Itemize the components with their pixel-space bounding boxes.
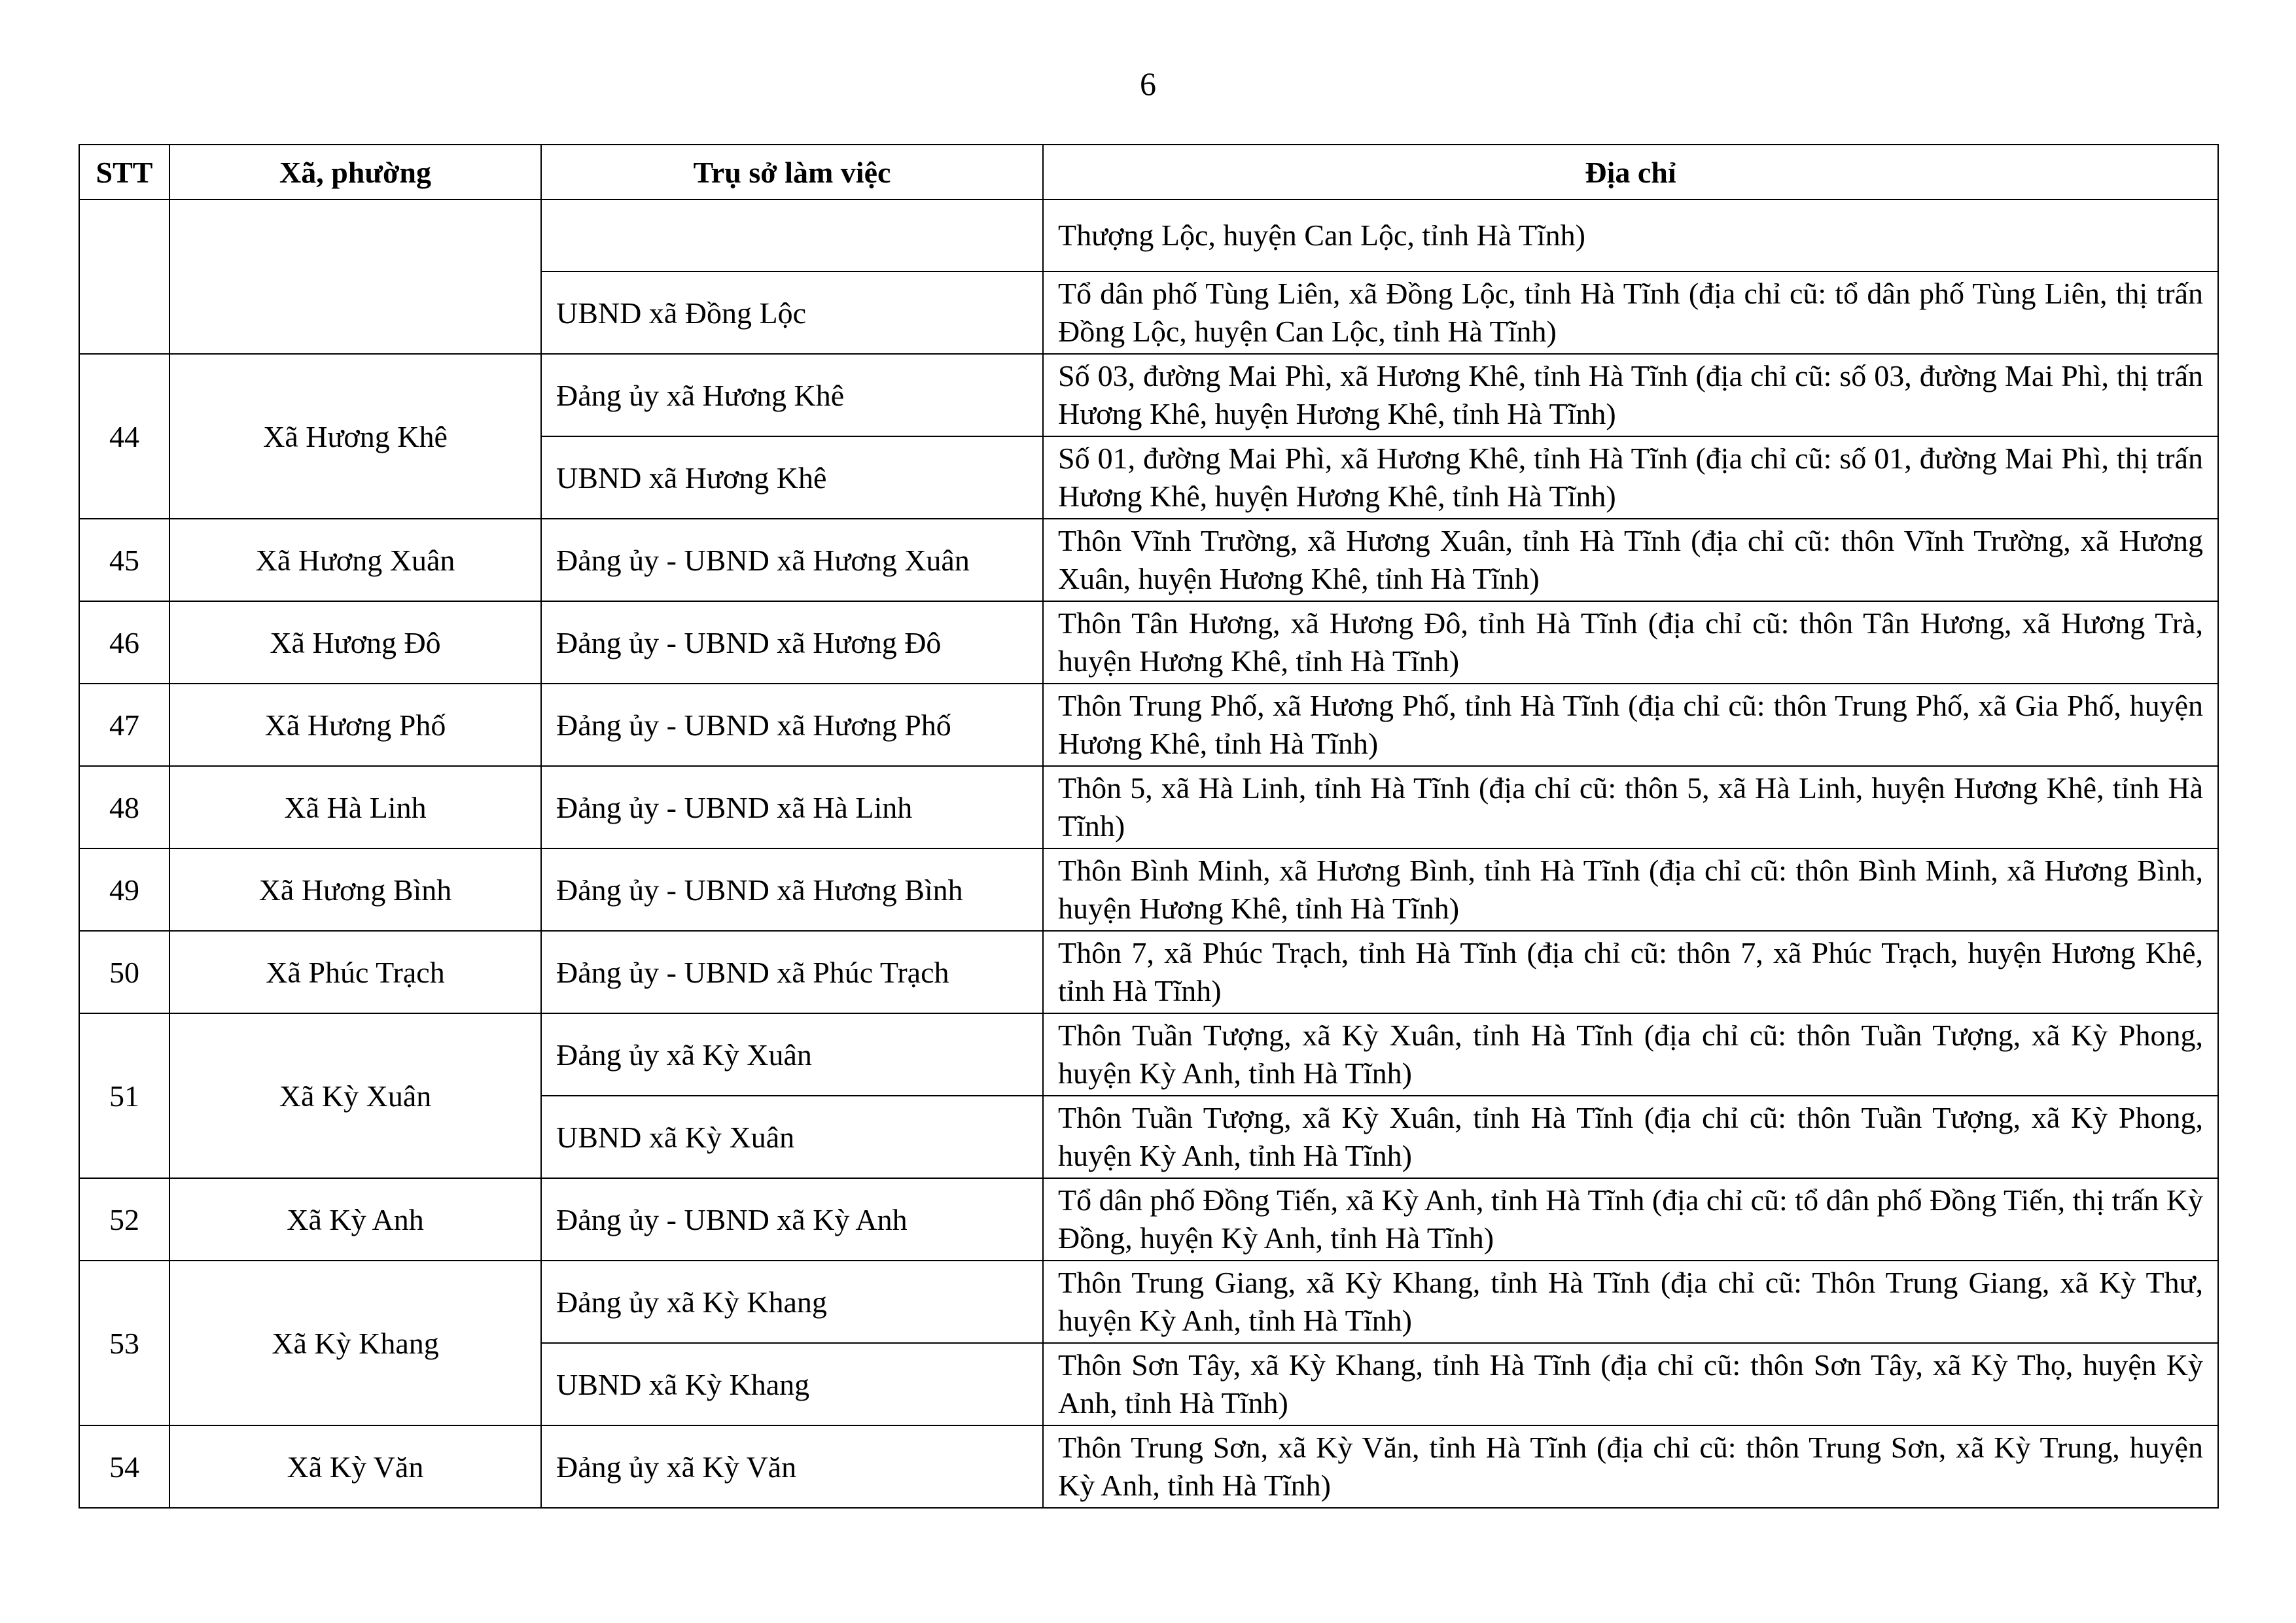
cell-stt: 45 [79,519,169,601]
cell-ward: Xã Phúc Trạch [169,931,541,1013]
cell-ward: Xã Hương Đô [169,601,541,684]
table-header-row [79,145,2218,200]
cell-office: Đảng ủy - UBND xã Hương Bình [541,848,1043,931]
cell-office: Đảng ủy xã Hương Khê [541,354,1043,436]
table-row [79,848,2218,931]
cell-stt: 50 [79,931,169,1013]
cell-address: Thôn Tuần Tượng, xã Kỳ Xuân, tỉnh Hà Tĩnh (địa chỉ cũ: thôn Tuần Tượng, xã Kỳ Phong, huyện Kỳ Anh, tỉnh Hà Tĩnh) [1043,1096,2218,1178]
cell-office: Đảng ủy xã Kỳ Khang [541,1261,1043,1343]
header-ward: Xã, phường [169,145,541,200]
table-row [79,200,2218,271]
cell-stt: 53 [79,1261,169,1425]
cell-office: Đảng ủy xã Kỳ Văn [541,1425,1043,1508]
office-address-table [79,144,2219,1509]
table-row [79,1425,2218,1508]
header-office: Trụ sở làm việc [541,145,1043,200]
table-row [79,1013,2218,1096]
cell-stt: 46 [79,601,169,684]
cell-address: Thôn Trung Sơn, xã Kỳ Văn, tỉnh Hà Tĩnh (địa chỉ cũ: thôn Trung Sơn, xã Kỳ Trung, huyện Kỳ Anh, tỉnh Hà Tĩnh) [1043,1425,2218,1508]
table-row [79,931,2218,1013]
cell-address: Thôn Trung Phố, xã Hương Phố, tỉnh Hà Tĩnh (địa chỉ cũ: thôn Trung Phố, xã Gia Phố, huyện Hương Khê, tỉnh Hà Tĩnh) [1043,684,2218,766]
cell-address: Thôn Trung Giang, xã Kỳ Khang, tỉnh Hà Tĩnh (địa chỉ cũ: Thôn Trung Giang, xã Kỳ Thư, huyện Kỳ Anh, tỉnh Hà Tĩnh) [1043,1261,2218,1343]
table-row [79,354,2218,436]
table-row [79,766,2218,848]
cell-ward [169,200,541,354]
cell-office [541,200,1043,271]
cell-ward: Xã Kỳ Văn [169,1425,541,1508]
cell-ward: Xã Hương Bình [169,848,541,931]
cell-stt: 51 [79,1013,169,1178]
cell-office: Đảng ủy xã Kỳ Xuân [541,1013,1043,1096]
cell-address: Tổ dân phố Đồng Tiến, xã Kỳ Anh, tỉnh Hà Tĩnh (địa chỉ cũ: tổ dân phố Đồng Tiến, thị trấn Kỳ Đồng, huyện Kỳ Anh, tỉnh Hà Tĩnh) [1043,1178,2218,1261]
cell-office: UBND xã Kỳ Xuân [541,1096,1043,1178]
cell-address: Thôn 5, xã Hà Linh, tỉnh Hà Tĩnh (địa chỉ cũ: thôn 5, xã Hà Linh, huyện Hương Khê, tỉnh Hà Tĩnh) [1043,766,2218,848]
cell-office: Đảng ủy - UBND xã Kỳ Anh [541,1178,1043,1261]
cell-ward: Xã Hương Xuân [169,519,541,601]
cell-address: Tổ dân phố Tùng Liên, xã Đồng Lộc, tỉnh Hà Tĩnh (địa chỉ cũ: tổ dân phố Tùng Liên, thị trấn Đồng Lộc, huyện Can Lộc, tỉnh Hà Tĩnh) [1043,271,2218,354]
cell-ward: Xã Kỳ Anh [169,1178,541,1261]
cell-address: Thôn Tân Hương, xã Hương Đô, tỉnh Hà Tĩnh (địa chỉ cũ: thôn Tân Hương, xã Hương Trà, huyện Hương Khê, tỉnh Hà Tĩnh) [1043,601,2218,684]
cell-address: Thôn Sơn Tây, xã Kỳ Khang, tỉnh Hà Tĩnh (địa chỉ cũ: thôn Sơn Tây, xã Kỳ Thọ, huyện Kỳ Anh, tỉnh Hà Tĩnh) [1043,1343,2218,1425]
cell-ward: Xã Hà Linh [169,766,541,848]
table-row [79,684,2218,766]
cell-stt: 49 [79,848,169,931]
table-row [79,519,2218,601]
cell-stt: 47 [79,684,169,766]
header-stt: STT [79,145,169,200]
table-body [79,200,2218,1508]
cell-stt: 54 [79,1425,169,1508]
cell-address: Số 03, đường Mai Phì, xã Hương Khê, tỉnh Hà Tĩnh (địa chỉ cũ: số 03, đường Mai Phì, thị trấn Hương Khê, huyện Hương Khê, tỉnh Hà Tĩnh) [1043,354,2218,436]
cell-office: Đảng ủy - UBND xã Phúc Trạch [541,931,1043,1013]
cell-address: Thôn Tuần Tượng, xã Kỳ Xuân, tỉnh Hà Tĩnh (địa chỉ cũ: thôn Tuần Tượng, xã Kỳ Phong, huyện Kỳ Anh, tỉnh Hà Tĩnh) [1043,1013,2218,1096]
cell-stt: 44 [79,354,169,519]
table-row [79,1178,2218,1261]
cell-office: UBND xã Hương Khê [541,436,1043,519]
cell-office: UBND xã Kỳ Khang [541,1343,1043,1425]
cell-office: Đảng ủy - UBND xã Hương Xuân [541,519,1043,601]
cell-ward: Xã Kỳ Xuân [169,1013,541,1178]
cell-address: Thôn Vĩnh Trường, xã Hương Xuân, tỉnh Hà Tĩnh (địa chỉ cũ: thôn Vĩnh Trường, xã Hương Xuân, huyện Hương Khê, tỉnh Hà Tĩnh) [1043,519,2218,601]
page-number: 6 [1140,65,1156,102]
cell-office: Đảng ủy - UBND xã Hương Đô [541,601,1043,684]
cell-address: Thôn 7, xã Phúc Trạch, tỉnh Hà Tĩnh (địa chỉ cũ: thôn 7, xã Phúc Trạch, huyện Hương Khê, tỉnh Hà Tĩnh) [1043,931,2218,1013]
cell-address: Thượng Lộc, huyện Can Lộc, tỉnh Hà Tĩnh) [1043,200,2218,271]
header-address: Địa chỉ [1043,145,2218,200]
cell-office: Đảng ủy - UBND xã Hà Linh [541,766,1043,848]
cell-address: Số 01, đường Mai Phì, xã Hương Khê, tỉnh Hà Tĩnh (địa chỉ cũ: số 01, đường Mai Phì, thị trấn Hương Khê, huyện Hương Khê, tỉnh Hà Tĩnh) [1043,436,2218,519]
cell-office: UBND xã Đồng Lộc [541,271,1043,354]
cell-ward: Xã Hương Khê [169,354,541,519]
cell-address: Thôn Bình Minh, xã Hương Bình, tỉnh Hà Tĩnh (địa chỉ cũ: thôn Bình Minh, xã Hương Bình, huyện Hương Khê, tỉnh Hà Tĩnh) [1043,848,2218,931]
cell-ward: Xã Hương Phố [169,684,541,766]
table-row [79,601,2218,684]
cell-stt: 52 [79,1178,169,1261]
table-row [79,1261,2218,1343]
cell-stt: 48 [79,766,169,848]
cell-ward: Xã Kỳ Khang [169,1261,541,1425]
cell-office: Đảng ủy - UBND xã Hương Phố [541,684,1043,766]
cell-stt [79,200,169,354]
